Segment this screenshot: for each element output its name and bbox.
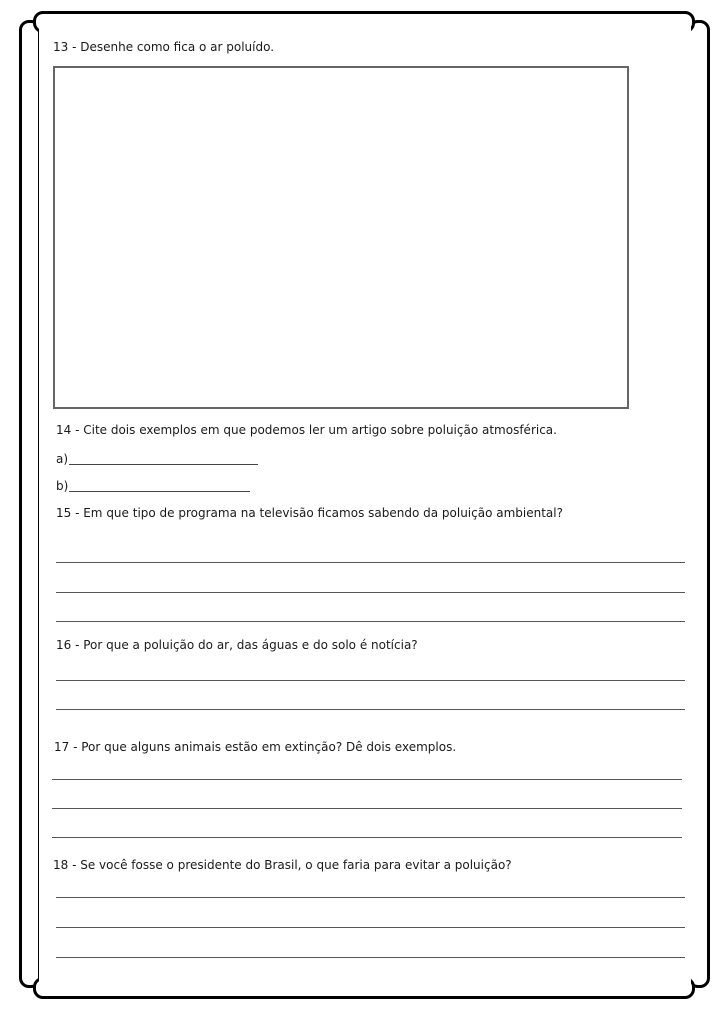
answer-line[interactable] [56,562,685,563]
answer-line[interactable] [52,808,682,809]
answer-line[interactable] [56,897,685,898]
question-14: 14 - Cite dois exemplos em que podemos ler um artigo sobre poluição atmosférica. [56,423,557,437]
answer-line[interactable] [56,927,685,928]
answer-line[interactable] [56,957,685,958]
answer-a-line[interactable] [69,464,258,465]
border-left-bar [19,20,41,988]
answer-b-label: b) [56,479,69,493]
question-18: 18 - Se você fosse o presidente do Brasil, o que faria para evitar a poluição? [53,858,512,872]
answer-line[interactable] [56,709,685,710]
question-15: 15 - Em que tipo de programa na televisão ficamos sabendo da poluição ambiental? [56,506,563,520]
drawing-box[interactable] [53,66,629,409]
answer-line[interactable] [56,592,685,593]
answer-b-line[interactable] [69,491,250,492]
question-16: 16 - Por que a poluição do ar, das águas e do solo é notícia? [56,638,418,652]
answer-a-label: a) [56,452,69,466]
answer-line[interactable] [52,779,682,780]
answer-line[interactable] [52,837,682,838]
question-13: 13 - Desenhe como fica o ar poluído. [53,40,275,54]
border-right-bar [688,20,710,988]
answer-line[interactable] [56,621,685,622]
answer-line[interactable] [56,680,685,681]
question-17: 17 - Por que alguns animais estão em extinção? Dê dois exemplos. [54,740,457,754]
